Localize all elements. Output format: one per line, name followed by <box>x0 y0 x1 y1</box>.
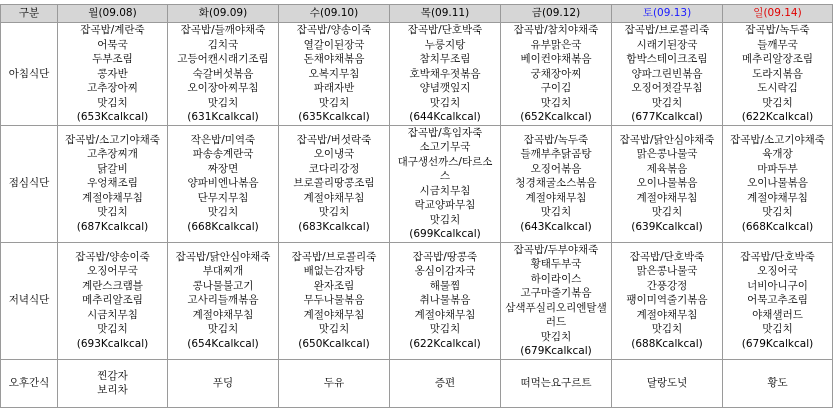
meal-cell <box>390 23 501 126</box>
meal-row <box>1 359 833 407</box>
menu-item: (622Kcalkcal) <box>409 337 481 350</box>
menu-item: 고등어캔시래기조림 <box>177 53 269 65</box>
menu-item: 잡곡밥/브로콜리죽 <box>624 24 710 36</box>
menu-item: 계란스크램블 <box>82 279 143 292</box>
menu-item: 청경채굴소스볶음 <box>515 177 597 190</box>
menu-item: (699Kcalkcal) <box>409 228 481 240</box>
menu-item: 닭갈비 <box>97 162 128 175</box>
menu-item: 찐감자 <box>97 369 128 382</box>
menu-item: 시금치무침 <box>87 308 138 321</box>
menu-item: 락교양파무침 <box>414 199 476 211</box>
menu-item: (652Kcalkcal) <box>520 111 592 123</box>
menu-item: 도시락김 <box>757 82 798 94</box>
menu-item: 맛김치 <box>540 206 572 219</box>
menu-item: 콩자반 <box>97 67 128 80</box>
menu-item: 잡곡밥/소고기야채죽 <box>65 133 160 146</box>
menu-item: 두유 <box>323 376 345 389</box>
meal-cell <box>723 359 833 407</box>
meal-cell <box>168 125 279 242</box>
menu-item: 오이장아찌무침 <box>187 82 259 94</box>
menu-item: 고사리들깨볶음 <box>187 294 259 307</box>
menu-item: (679Kcalkcal) <box>741 337 814 350</box>
menu-item: 잡곡밥/녹두죽 <box>745 24 810 36</box>
menu-item: 보리차 <box>97 384 128 396</box>
meal-type-label: 아침식단 <box>1 23 58 126</box>
menu-item: 계절야채무침 <box>303 308 365 321</box>
menu-item: 잡곡밥/녹두죽 <box>523 133 589 146</box>
menu-item: 들깨부추닭곰탕 <box>520 148 592 161</box>
menu-item: 고추장찌개 <box>87 148 138 161</box>
menu-item: 잡곡밥/들깨야채죽 <box>180 24 266 36</box>
menu-item: 열갈이된장국 <box>303 38 365 51</box>
meal-cell <box>501 242 612 359</box>
menu-item: 하이라이스 <box>530 272 582 285</box>
menu-item: 맛김치 <box>651 323 683 336</box>
meal-type-label: 저녁식단 <box>1 242 58 359</box>
menu-item: 양념깻잎지 <box>419 82 471 94</box>
menu-item: 맛김치 <box>762 323 793 336</box>
meal-cell <box>723 125 833 242</box>
menu-item: 메추리알장조림 <box>741 53 813 65</box>
menu-item: 맛김치 <box>97 206 128 219</box>
menu-item: 콩나물불고기 <box>192 279 254 292</box>
meal-cell <box>501 125 612 242</box>
menu-item: 오이냉국 <box>313 148 355 161</box>
menu-item: 궁채장아찌 <box>530 67 582 80</box>
menu-item: (654Kcalkcal) <box>187 337 259 350</box>
menu-item: 잡곡밥/흑임자죽 <box>407 126 483 139</box>
menu-item: 시래기된장국 <box>636 38 698 51</box>
menu-item: 소고기무국 <box>419 141 471 153</box>
category-header: 구분 <box>1 5 58 23</box>
menu-item: 야채샐러드 <box>752 308 803 321</box>
menu-item: 우엉채조림 <box>87 177 138 190</box>
menu-item: 맛김치 <box>97 323 128 336</box>
menu-item: (668Kcalkcal) <box>741 220 814 233</box>
meal-cell <box>168 359 279 407</box>
header-row <box>1 5 833 23</box>
menu-item: 메추리알조림 <box>82 294 143 307</box>
menu-item: 완자조림 <box>313 279 355 292</box>
day-header-sat: 토(09.13) <box>612 5 723 23</box>
meal-cell <box>612 359 723 407</box>
meal-cell <box>612 125 723 242</box>
menu-item: 오징어무국 <box>87 265 138 278</box>
menu-item: 함박스테이크조림 <box>626 53 708 65</box>
menu-item: 잡곡밥/땅콩죽 <box>412 250 478 263</box>
menu-item: 맛김치 <box>651 96 683 109</box>
menu-item: (631Kcalkcal) <box>187 111 259 123</box>
menu-item: 황도 <box>767 376 788 389</box>
menu-item: 잡곡밥/두부야채죽 <box>513 243 599 256</box>
meal-cell <box>279 359 390 407</box>
menu-item: 달랑도넛 <box>646 376 688 389</box>
meal-cell <box>612 23 723 126</box>
menu-item: 오이나물볶음 <box>636 177 698 190</box>
menu-item: 삼색푸실리오리엔탈샐 <box>505 301 607 314</box>
menu-item: 돈채야채볶음 <box>303 53 365 65</box>
menu-item: 계절야채무침 <box>747 191 808 204</box>
menu-item: 계절야채무침 <box>82 191 143 204</box>
menu-item: 계절야채무침 <box>414 308 476 321</box>
meal-cell <box>168 23 279 126</box>
meal-rows <box>1 23 833 408</box>
menu-item: 오징어볶음 <box>530 162 582 175</box>
meal-type-label: 오후간식 <box>1 359 58 407</box>
menu-item: 두부조림 <box>92 53 133 65</box>
menu-item: 떠먹는요구르트 <box>520 376 592 389</box>
menu-item: 참치무조림 <box>419 53 471 65</box>
menu-item: 어묵국 <box>97 38 128 51</box>
menu-item: 팽이미역줄기볶음 <box>626 294 708 307</box>
menu-item: 잡곡밥/계란죽 <box>80 24 145 36</box>
menu-item: 잡곡밥/단호박죽 <box>407 24 483 36</box>
menu-item: (650Kcalkcal) <box>298 337 370 350</box>
day-header-fri: 금(09.12) <box>501 5 612 23</box>
menu-item: (693Kcalkcal) <box>76 337 149 350</box>
menu-item: 러드 <box>545 316 567 328</box>
menu-item: 고구마줄기볶음 <box>520 287 592 299</box>
menu-item: 잡곡밥/단호박죽 <box>740 250 815 263</box>
menu-item: 잡곡밥/닭안심야채죽 <box>175 250 271 263</box>
menu-item: 맛김치 <box>540 96 572 109</box>
meal-cell <box>58 125 168 242</box>
menu-item: 누룽지탕 <box>424 38 466 51</box>
menu-item: 맛김치 <box>762 96 793 109</box>
meal-cell <box>279 125 390 242</box>
meal-cell <box>279 23 390 126</box>
menu-item: 배없는감자탕 <box>303 265 365 278</box>
menu-item: (668Kcalkcal) <box>187 220 259 233</box>
menu-item: 브로콜리땅콩조림 <box>293 177 375 190</box>
meal-cell <box>501 23 612 126</box>
menu-item: 대구생선까스/타르소 <box>397 155 493 168</box>
menu-item: 잡곡밥/양송이죽 <box>296 24 372 36</box>
menu-item: 맛김치 <box>207 206 239 219</box>
menu-item: 맛김치 <box>318 96 350 109</box>
meal-cell <box>390 125 501 242</box>
meal-row <box>1 125 833 242</box>
menu-item: (643Kcalkcal) <box>520 220 592 233</box>
menu-item: 파송송계란국 <box>192 148 254 161</box>
menu-item: 잡곡밥/소고기야채죽 <box>730 133 825 146</box>
menu-item: 시금치무침 <box>419 184 471 197</box>
menu-item: 맛김치 <box>540 330 572 343</box>
menu-item: 부대찌개 <box>202 265 244 278</box>
menu-item: 해물찜 <box>429 279 461 292</box>
menu-item: 무두나물볶음 <box>303 294 365 307</box>
menu-item: 코다리강정 <box>308 162 360 175</box>
menu-item: 짜장면 <box>207 162 239 175</box>
menu-item: 들깨무국 <box>757 38 798 51</box>
meal-cell <box>390 359 501 407</box>
menu-item: 취나물볶음 <box>419 294 471 307</box>
meal-cell <box>723 242 833 359</box>
menu-item: 오이나물볶음 <box>747 177 808 190</box>
menu-item: 오복지무침 <box>308 67 360 80</box>
menu-item: (622Kcalkcal) <box>741 111 814 123</box>
meal-cell <box>390 242 501 359</box>
menu-item: 양파비엔나볶음 <box>187 177 259 190</box>
menu-item: 맛김치 <box>318 323 350 336</box>
menu-item: 파래자반 <box>313 82 355 94</box>
menu-item: (688Kcalkcal) <box>631 337 703 350</box>
menu-item: 잡곡밥/브로콜리죽 <box>291 250 377 263</box>
menu-item: (683Kcalkcal) <box>298 220 370 233</box>
meal-cell <box>58 23 168 126</box>
menu-item: 베이컨야채볶음 <box>520 53 592 65</box>
menu-item: 맛김치 <box>429 96 461 109</box>
menu-item: 황태두부국 <box>530 258 582 270</box>
menu-item: 작은밥/미역죽 <box>190 133 256 146</box>
menu-item: 맛김치 <box>97 96 128 109</box>
meal-cell <box>168 242 279 359</box>
menu-item: 유부맑은국 <box>530 38 582 51</box>
menu-item: 계절야채무침 <box>192 308 254 321</box>
meal-cell <box>58 359 168 407</box>
menu-item: 계절야채무침 <box>636 191 698 204</box>
day-header-tue: 화(09.09) <box>168 5 279 23</box>
menu-item: 호박채우젓볶음 <box>409 67 481 80</box>
meal-type-label: 점심식단 <box>1 125 58 242</box>
meal-cell <box>58 242 168 359</box>
day-header-mon: 월(09.08) <box>58 5 168 23</box>
menu-item: 푸딩 <box>212 376 234 389</box>
menu-item: 육개장 <box>762 148 793 161</box>
menu-item: 잡곡밥/양송이죽 <box>75 250 150 263</box>
menu-item: 제육볶음 <box>646 162 688 175</box>
menu-item: 맛김치 <box>651 206 683 219</box>
menu-item: 잡곡밥/버섯락죽 <box>296 133 372 146</box>
menu-item: 잡곡밥/닭안심야채죽 <box>619 133 715 146</box>
menu-item: 맑은콩나물국 <box>636 265 698 278</box>
menu-item: 구이김 <box>540 82 572 94</box>
menu-item: 맛김치 <box>762 206 793 219</box>
menu-item: 옹심이감자국 <box>414 265 476 278</box>
menu-item: 잡곡밥/단호박죽 <box>629 250 705 263</box>
menu-item: 오징어국 <box>757 265 798 278</box>
menu-item: 맛김치 <box>207 323 239 336</box>
menu-item: (677Kcalkcal) <box>631 111 703 123</box>
menu-item: 단무지무침 <box>197 191 249 204</box>
menu-item: 맛김치 <box>429 323 461 336</box>
meal-cell <box>501 359 612 407</box>
menu-item: (679Kcalkcal) <box>520 345 592 357</box>
menu-item: 스 <box>439 170 451 182</box>
menu-item: 오징어젓갈무침 <box>631 82 703 94</box>
menu-item: 마파두부 <box>757 162 798 175</box>
menu-item: (653Kcalkcal) <box>76 111 149 123</box>
menu-item: 고추장아찌 <box>87 82 138 94</box>
menu-item: (639Kcalkcal) <box>631 220 703 233</box>
meal-cell <box>723 23 833 126</box>
menu-item: 맛김치 <box>429 213 461 226</box>
menu-item: 김치국 <box>207 38 239 51</box>
menu-item: 잡곡밥/참치야채죽 <box>513 24 599 36</box>
menu-item: 양파그린빈볶음 <box>631 67 703 80</box>
menu-item: 맛김치 <box>318 206 350 219</box>
menu-item: 숙갈버섯볶음 <box>192 67 254 80</box>
day-header-sun: 일(09.14) <box>723 5 833 23</box>
menu-item: (635Kcalkcal) <box>298 111 370 123</box>
menu-item: 계절야채무침 <box>525 191 587 204</box>
menu-item: (687Kcalkcal) <box>76 220 149 233</box>
menu-item: 너비아니구이 <box>747 279 808 292</box>
menu-item: 맛김치 <box>207 96 239 109</box>
meal-cell <box>612 242 723 359</box>
menu-item: 도라지볶음 <box>752 67 803 80</box>
menu-item: (644Kcalkcal) <box>409 111 481 123</box>
menu-item: 계절야채무침 <box>303 191 365 204</box>
menu-item: 간풍강정 <box>646 279 688 292</box>
day-header-thu: 목(09.11) <box>390 5 501 23</box>
menu-item: 맑은콩나물국 <box>636 148 698 161</box>
menu-item: 어묵고추조림 <box>747 294 808 307</box>
menu-item: 증편 <box>434 376 456 389</box>
meal-cell <box>279 242 390 359</box>
meal-row <box>1 23 833 126</box>
day-header-wed: 수(09.10) <box>279 5 390 23</box>
meal-row <box>1 242 833 359</box>
weekly-meal-table <box>0 4 833 408</box>
menu-item: 계절야채무침 <box>636 308 698 321</box>
